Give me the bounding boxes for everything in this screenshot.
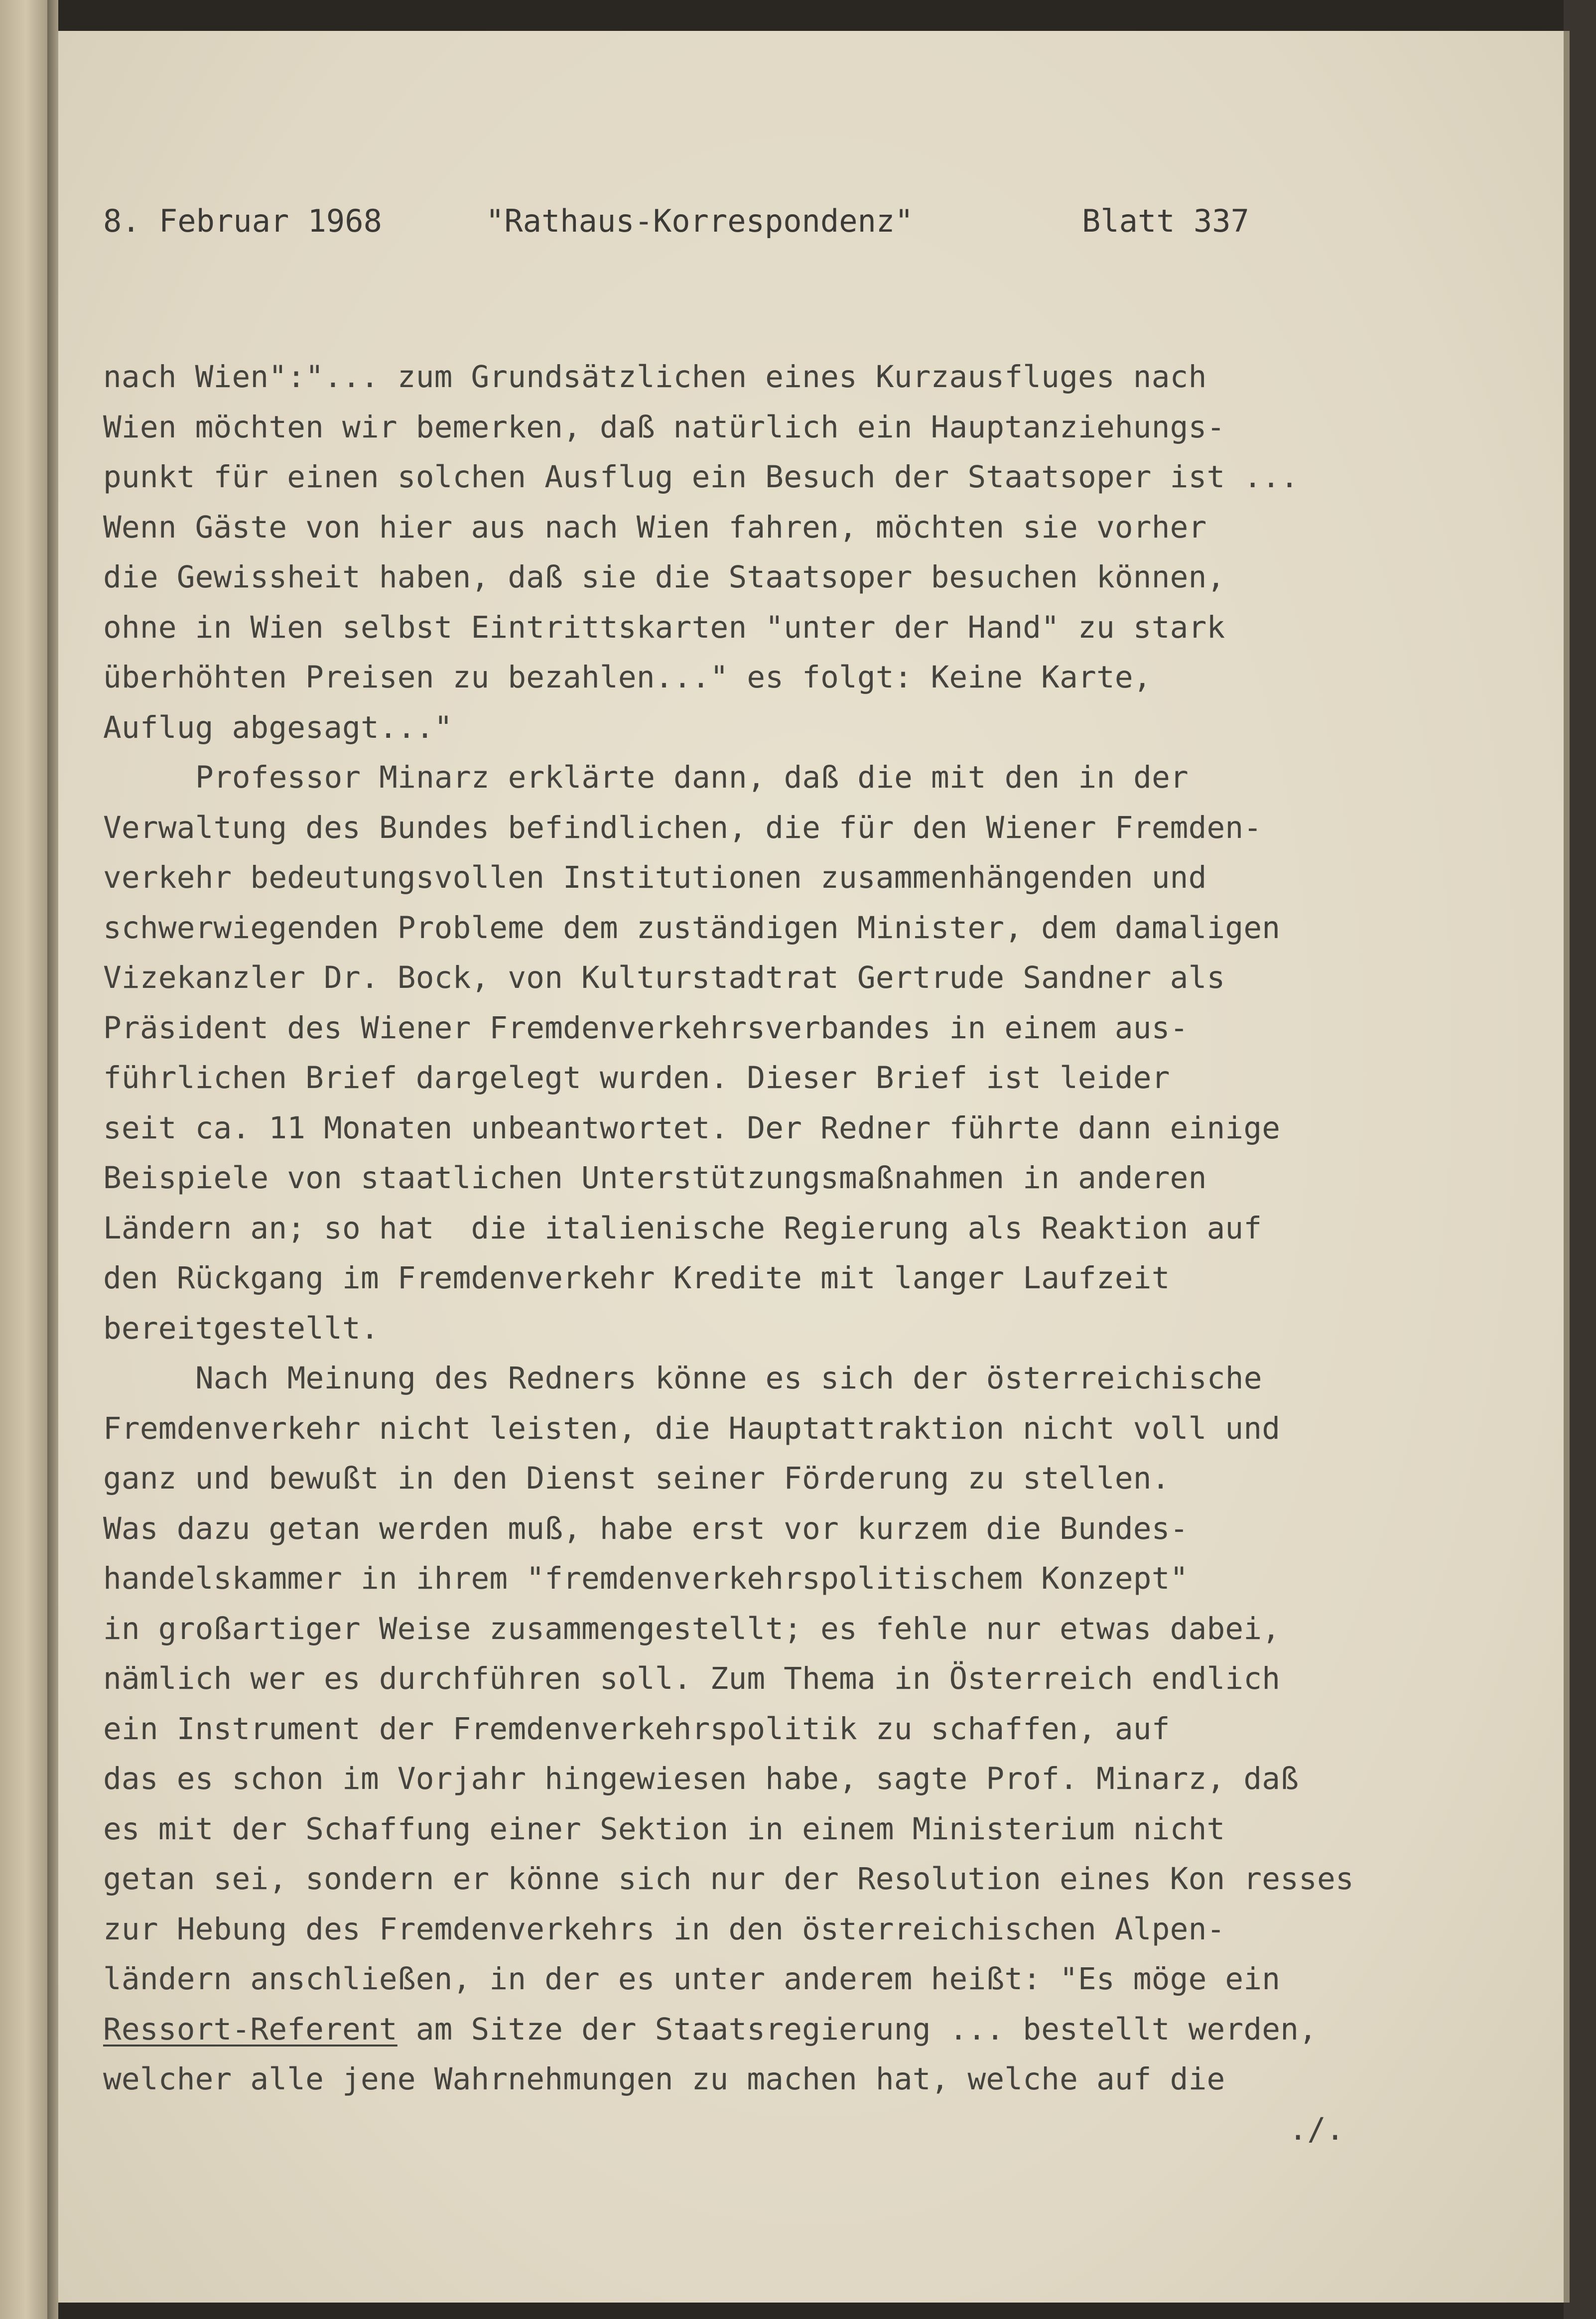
- book-gutter: [47, 0, 58, 2319]
- text-line: Auflug abgesagt...": [103, 709, 453, 745]
- text-line: nach Wien":"... zum Grundsätzlichen eines Kurzausfluges nach: [103, 359, 1207, 395]
- document-page: [58, 31, 1564, 2303]
- text-line: führlichen Brief dargelegt wurden. Dieser Brief ist leider: [103, 1060, 1170, 1095]
- text-line-underlined: [103, 2005, 1528, 2055]
- text-line: getan sei, sondern er könne sich nur der Resolution eines Kon resses: [103, 1861, 1354, 1897]
- header-sheet-number: Blatt 337: [1082, 203, 1249, 239]
- text-line: handelskammer in ihrem "fremdenverkehrspolitischem Konzept": [103, 1561, 1189, 1596]
- left-page-edge: [0, 0, 47, 2319]
- text-line: Ländern an; so hat die italienische Regierung als Reaktion auf: [103, 1210, 1262, 1246]
- text-line: Beispiele von staatlichen Unterstützungsmaßnahmen in anderen: [103, 1160, 1207, 1196]
- text-line: Nach Meinung des Redners könne es sich der österreichische: [195, 1361, 1262, 1396]
- text-line: Vizekanzler Dr. Bock, von Kulturstadtrat Gertrude Sandner als: [103, 960, 1225, 995]
- text-line: Präsident des Wiener Fremdenverkehrsverbandes in einem aus-: [103, 1010, 1189, 1046]
- text-line: Wenn Gäste von hier aus nach Wien fahren, möchten sie vorher: [103, 509, 1207, 545]
- text-line: die Gewissheit haben, daß sie die Staatsoper besuchen können,: [103, 559, 1225, 595]
- text-line: Wien möchten wir bemerken, daß natürlich ein Hauptanziehungs-: [103, 409, 1225, 445]
- text-line: zur Hebung des Fremdenverkehrs in den österreichischen Alpen-: [103, 1911, 1225, 1947]
- text-line: punkt für einen solchen Ausflug ein Besuch der Staatsoper ist ...: [103, 459, 1299, 495]
- header-source: "Rathaus-Korrespondenz": [486, 203, 914, 239]
- text-line: in großartiger Weise zusammengestellt; es fehle nur etwas dabei,: [103, 1611, 1281, 1646]
- text-line: Verwaltung des Bundes befindlichen, die für den Wiener Fremden-: [103, 810, 1262, 845]
- text-line: ländern anschließen, in der es unter anderem heißt: "Es möge ein: [103, 1961, 1281, 1997]
- text-line: Was dazu getan werden muß, habe erst vor kurzem die Bundes-: [103, 1510, 1189, 1546]
- text-line: ganz und bewußt in den Dienst seiner Förderung zu stellen.: [103, 1461, 1170, 1496]
- text-line: es mit der Schaffung einer Sektion in einem Ministerium nicht: [103, 1811, 1225, 1847]
- text-line: bereitgestellt.: [103, 1310, 379, 1346]
- text-line: seit ca. 11 Monaten unbeantwortet. Der Redner führte dann einige: [103, 1110, 1281, 1146]
- text-line: Fremdenverkehr nicht leisten, die Hauptattraktion nicht voll und: [103, 1410, 1281, 1446]
- text-line: schwerwiegenden Probleme dem zuständigen Minister, dem damaligen: [103, 910, 1281, 946]
- text-line: welcher alle jene Wahrnehmungen zu machen hat, welche auf die: [103, 2061, 1225, 2097]
- page-header: [58, 203, 1564, 248]
- body-text: [103, 352, 1528, 2105]
- continuation-mark: ./.: [1289, 2111, 1344, 2147]
- text-line: das es schon im Vorjahr hingewiesen habe, sagte Prof. Minarz, daß: [103, 1761, 1299, 1796]
- text-line: ohne in Wien selbst Eintrittskarten "unter der Hand" zu stark: [103, 609, 1225, 645]
- text-line: Professor Minarz erklärte dann, daß die mit den in der: [195, 760, 1189, 795]
- text-line: den Rückgang im Fremdenverkehr Kredite mit langer Laufzeit: [103, 1260, 1170, 1296]
- text-line: verkehr bedeutungsvollen Institutionen zusammenhängenden und: [103, 860, 1207, 895]
- page-right-edge: [1564, 31, 1570, 2303]
- underlined-term: Ressort-Referent: [103, 2011, 398, 2047]
- text-line: überhöhten Preisen zu bezahlen..." es folgt: Keine Karte,: [103, 660, 1152, 695]
- text-line-rest: am Sitze der Staatsregierung ... bestellt werden,: [397, 2011, 1318, 2047]
- header-date: 8. Februar 1968: [103, 203, 382, 239]
- text-line: ein Instrument der Fremdenverkehrspolitik zu schaffen, auf: [103, 1711, 1170, 1747]
- text-line: nämlich wer es durchführen soll. Zum Thema in Österreich endlich: [103, 1661, 1281, 1696]
